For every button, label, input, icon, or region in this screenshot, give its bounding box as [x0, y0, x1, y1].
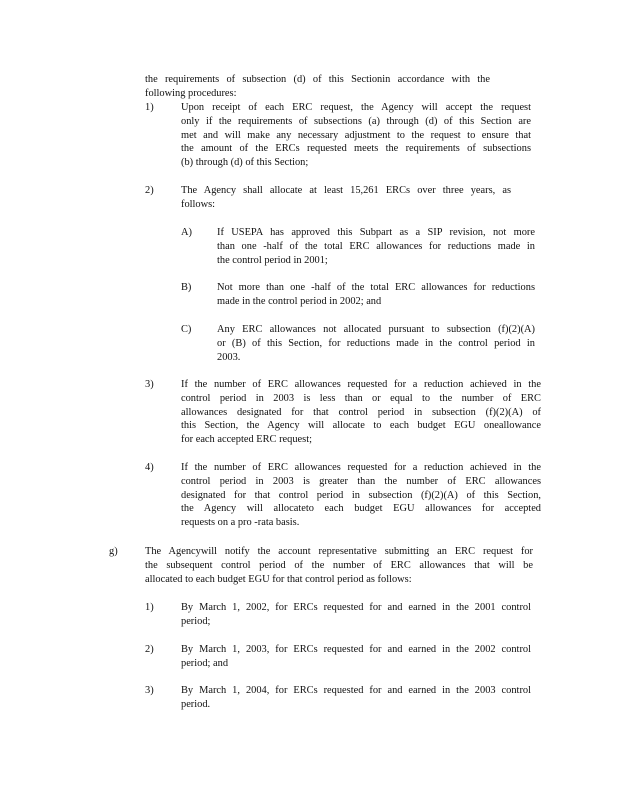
text-line: or (B) of this Section, for reductions made in the control period in [217, 337, 535, 349]
item-label: 3) [145, 379, 154, 390]
text-line: made in the control period in 2002; and [217, 295, 382, 307]
g-item-1-paragraph [181, 601, 531, 629]
text-line: the Agency will allocateto each budget EGU allowances for accepted [181, 503, 541, 515]
text-line: following procedures: [145, 87, 237, 99]
text-line: allowances designated for that control period in subsection (f)(2)(A) of [181, 406, 541, 418]
item-label: 1) [145, 102, 154, 113]
text-line: for each accepted ERC request; [181, 434, 312, 446]
text-line: Upon receipt of each ERC request, the Agency will accept the request [181, 102, 531, 113]
text-line: Any ERC allowances not allocated pursuant to subsection (f)(2)(A) [217, 324, 535, 335]
text-line: period; [181, 615, 211, 627]
text-line: Not more than one -half of the total ERC allowances for reductions [217, 282, 535, 293]
item-label: 2) [145, 185, 154, 196]
text-line: follows: [181, 198, 216, 210]
item-3-paragraph [181, 378, 541, 447]
text-line: the requirements of subsection (d) of this Sectionin accordance with the [145, 74, 490, 85]
text-line: the amount of the ERCs requested meets the requirements of subsections [181, 143, 531, 155]
text-line: designated for that control period in subsection (f)(2)(A) of this Section, [181, 489, 541, 501]
text-line: met and will make any necessary adjustment to the request to ensure that [181, 129, 531, 141]
text-line: this Section, the Agency will allocate to each budget EGU oneallowance [181, 420, 541, 432]
text-line: (b) through (d) of this Section; [181, 157, 309, 169]
item-1-paragraph [181, 101, 531, 170]
text-line: If USEPA has approved this Subpart as a SIP revision, not more [217, 227, 535, 238]
item-label: 2) [145, 644, 154, 655]
text-line: By March 1, 2002, for ERCs requested for and earned in the 2001 control [181, 602, 531, 613]
section-g-paragraph [145, 545, 533, 586]
text-line: If the number of ERC allowances requested for a reduction achieved in the [181, 379, 541, 390]
subitem-label: A) [181, 227, 192, 238]
item-label: 1) [145, 602, 154, 613]
text-line: than one -half of the total ERC allowances for reductions made in [217, 240, 535, 252]
text-line: By March 1, 2003, for ERCs requested for and earned in the 2002 control [181, 644, 531, 655]
subitem-label: B) [181, 282, 192, 293]
subitem-c-paragraph [217, 323, 535, 364]
item-4-paragraph [181, 461, 541, 530]
text-line: The Agency shall allocate at least 15,261 ERCs over three years, as [181, 185, 511, 196]
subitem-b-paragraph [217, 281, 535, 309]
text-line: the control period in 2001; [217, 254, 328, 266]
g-item-3-paragraph [181, 684, 531, 712]
subitem-label: C) [181, 324, 192, 335]
text-line: By March 1, 2004, for ERCs requested for and earned in the 2003 control [181, 685, 531, 696]
text-line: If the number of ERC allowances requested for a reduction achieved in the [181, 462, 541, 473]
text-line: only if the requirements of subsections (a) through (d) of this Section are [181, 115, 531, 127]
text-line: The Agencywill notify the account representative submitting an ERC request for [145, 546, 533, 557]
item-label: 3) [145, 685, 154, 696]
g-item-2-paragraph [181, 643, 531, 671]
text-line: requests on a pro -rata basis. [181, 517, 300, 529]
text-line: period. [181, 698, 211, 710]
text-line: the subsequent control period of the number of ERC allowances that will be [145, 559, 533, 571]
text-line: allocated to each budget EGU for that control period as follows: [145, 573, 412, 585]
text-line: 2003. [217, 351, 241, 363]
item-2-paragraph [181, 184, 511, 212]
text-line: control period in 2003 is greater than the number of ERC allowances [181, 475, 541, 487]
intro-paragraph [145, 73, 490, 101]
text-line: period; and [181, 657, 229, 669]
item-label: 4) [145, 462, 154, 473]
subitem-a-paragraph [217, 226, 535, 267]
text-line: control period in 2003 is less than or equal to the number of ERC [181, 392, 541, 404]
section-label: g) [109, 546, 118, 557]
